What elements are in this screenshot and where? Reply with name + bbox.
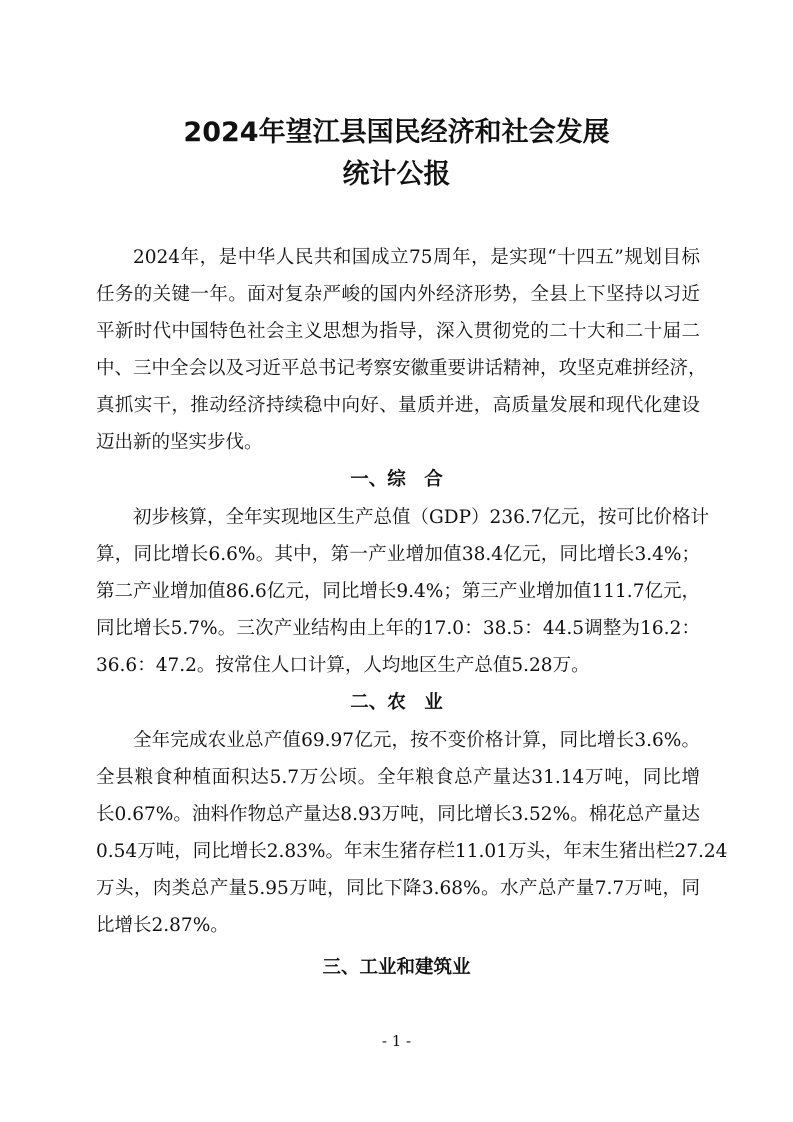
- paragraph-line: 算，同比增长6.6%。其中，第一产业增加值38.4亿元，同比增长3.4%；: [96, 544, 700, 565]
- paragraph-line: 全年完成农业总产值69.97亿元，按不变价格计算，同比增长3.6%。: [133, 730, 700, 751]
- document-title-line2: 统计公报: [342, 159, 451, 190]
- paragraph-line: 中、三中全会以及习近平总书记考察安徽重要讲话精神，攻坚克难拼经济，: [96, 358, 707, 379]
- paragraph-line: 真抓实干，推动经济持续稳中向好、量质并进，高质量发展和现代化建设: [96, 395, 700, 416]
- paragraph-line: 长0.67%。油料作物总产量达8.93万吨，同比增长3.52%。棉花总产量达: [96, 804, 700, 825]
- paragraph-line: 2024年，是中华人民共和国成立75周年，是实现“十四五”规划目标: [133, 247, 700, 268]
- paragraph-line: 平新时代中国特色社会主义思想为指导，深入贯彻党的二十大和二十届二: [96, 321, 700, 342]
- paragraph-line: 同比增长5.7%。三次产业结构由上年的17.0：38.5：44.5调整为16.2：: [96, 618, 700, 639]
- paragraph-line: 迈出新的坚实步伐。: [96, 432, 263, 453]
- paragraph-line: 任务的关键一年。面对复杂严峻的国内外经济形势，全县上下坚持以习近: [96, 284, 700, 305]
- paragraph-line: 万头，肉类总产量5.95万吨，同比下降3.68%。水产总产量7.7万吨，同: [96, 878, 700, 899]
- paragraph-line: 36.6：47.2。按常住人口计算，人均地区生产总值5.28万。: [96, 655, 590, 676]
- paragraph-line: 比增长2.87%。: [96, 915, 229, 936]
- page-number: - 1 -: [381, 1032, 412, 1050]
- section-heading-agriculture: 二、农 业: [350, 692, 443, 713]
- paragraph-line: 第二产业增加值86.6亿元，同比增长9.4%；第三产业增加值111.7亿元，: [96, 581, 700, 602]
- paragraph-line: 全县粮食种植面积达5.7万公顷。全年粮食总产量达31.14万吨，同比增: [96, 767, 700, 788]
- section-heading-industry: 三、工业和建筑业: [322, 957, 471, 978]
- paragraph-line: 初步核算，全年实现地区生产总值（GDP）236.7亿元，按可比价格计: [133, 507, 710, 528]
- paragraph-line: 0.54万吨，同比增长2.83%。年末生猪存栏11.01万头，年末生猪出栏27.24: [96, 841, 728, 862]
- section-heading-general: 一、综 合: [350, 469, 443, 490]
- document-title-line1: 2024年望江县国民经济和社会发展: [183, 117, 610, 148]
